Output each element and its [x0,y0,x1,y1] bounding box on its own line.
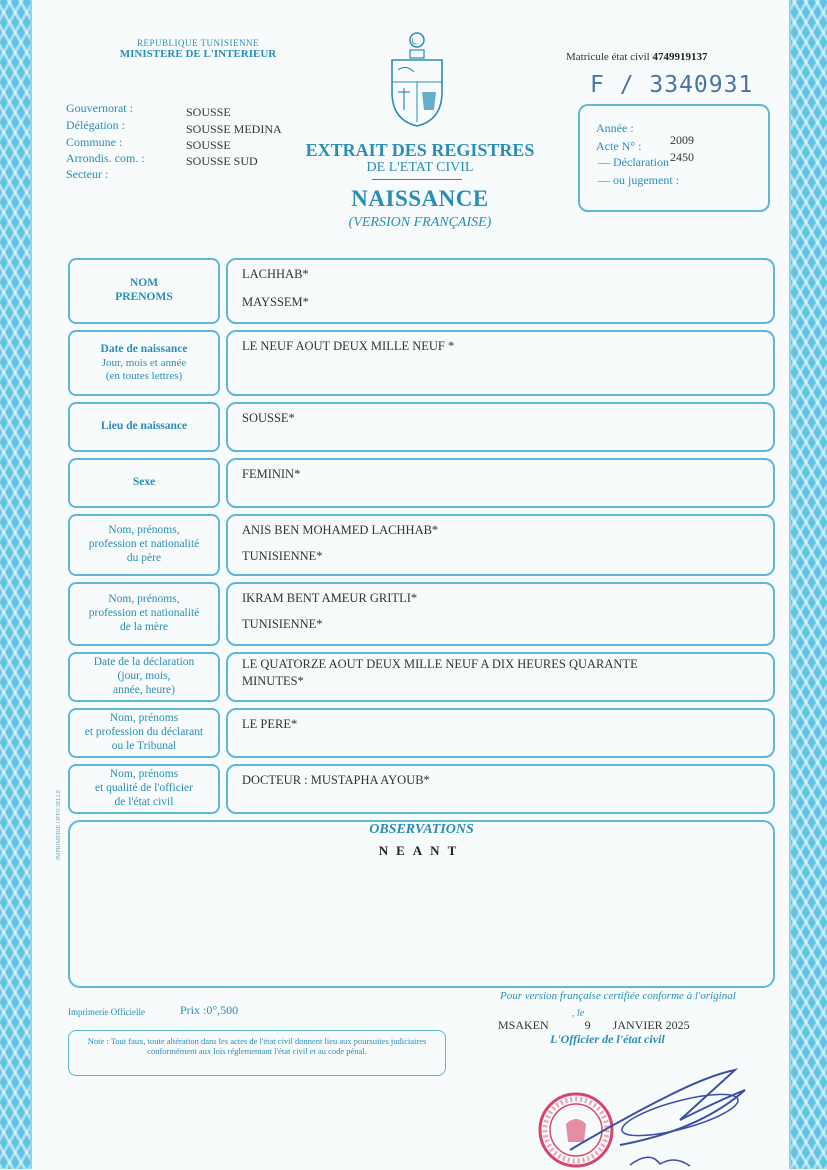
document-subtitle: DE L'ETAT CIVIL [366,160,474,175]
officier-label-2: et qualité de l'officier [95,782,193,795]
lieu-naissance-text: SOUSSE* [242,411,295,425]
annee-label: Année : [596,121,634,135]
officer-title: L'Officier de l'état civil [550,1032,665,1046]
sexe-value [226,458,775,508]
matricule-value: 4749919137 [652,51,708,63]
declarant-label [68,708,220,758]
declarant-label-1: Nom, prénoms [109,712,179,725]
issue-month-year: JANVIER 2025 [612,1018,690,1032]
mere-label [68,582,220,646]
le-label: , le [572,1008,585,1019]
observations-title: OBSERVATIONS [369,822,474,837]
declarant-value [226,708,775,758]
date-naissance-title: Date de naissance [100,342,188,355]
nom-label: NOM [129,277,159,290]
pere-label-3: du père [126,551,162,564]
officier-value [226,764,775,814]
officier-label [68,764,220,814]
date-declaration-label-3: année, heure) [113,683,175,696]
price-label: Prix :0°,500 [180,1003,239,1017]
gouvernorat-value: SOUSSE [186,105,231,119]
pere-label-1: Nom, prénoms, [108,524,180,537]
officier-text: DOCTEUR : MUSTAPHA AYOUB* [242,773,430,787]
acte-value: 2450 [670,150,694,164]
sexe-label [68,458,220,508]
pere-label-2: profession et nationalité [88,538,200,551]
officier-label-1: Nom, prénoms [109,768,179,781]
legal-note: Note : Tout faux, toute altération dans les actes de l'état civil donnent lieu aux poursuites judiciaires conformément aux lois réglementant l'état civil et au code pénal. [68,1030,446,1076]
declarant-label-3: ou le Tribunal [111,739,177,752]
date-naissance-sub2: (en toutes lettres) [105,369,183,382]
document-title: EXTRAIT DES REGISTRES [305,140,535,160]
annee-value: 2009 [670,133,694,147]
acte-label: Acte N° : [596,139,642,153]
pere-name: ANIS BEN MOHAMED LACHHAB* [242,523,439,537]
officier-label-3: de l'état civil [114,795,174,808]
mere-name: IKRAM BENT AMEUR GRITLI* [242,591,418,605]
matricule-line [566,51,707,63]
mere-nationality: TUNISIENNE* [242,617,323,631]
secteur-label: Secteur : [66,167,109,181]
issue-place-date [498,1018,690,1033]
delegation-label: Délégation : [66,118,125,132]
pere-value [226,514,775,576]
issuer-header [98,38,298,60]
date-naissance-sub1: Jour, mois et année [101,356,187,369]
act-type-title: NAISSANCE [351,186,489,211]
republic-name: REPUBLIQUE TUNISIENNE [136,38,260,48]
lieu-naissance-label [68,402,220,452]
certified-statement: Pour version française certifiée conforme à l'original [500,990,736,1002]
commune-value: SOUSSE [186,138,231,152]
declarant-label-2: et profession du déclarant [84,726,204,739]
officer-signature [560,1060,760,1169]
serial-number: F / 3340931 [590,72,754,98]
mere-label-2: profession et nationalité [88,607,200,620]
date-declaration-text-2: MINUTES* [242,674,304,688]
observations-value: NEANT [378,843,465,858]
gouvernorat-label: Gouvernorat : [66,101,133,115]
side-printer-mark: IMPRIMERIE OFFICIELLE [56,789,62,860]
pere-label [68,514,220,576]
date-declaration-label [68,652,220,702]
declarant-text: LE PERE* [242,717,298,731]
date-naissance-text: LE NEUF AOUT DEUX MILLE NEUF * [242,339,455,353]
prenoms-label: PRENOMS [115,291,173,303]
delegation-value: SOUSSE MEDINA [186,122,282,136]
ministry-name: MINISTERE DE L'INTERIEUR [119,48,277,60]
mere-label-3: de la mère [120,620,168,633]
commune-label: Commune : [66,135,123,149]
mere-label-1: Nom, prénoms, [108,593,180,606]
date-declaration-label-2: (jour, mois, [117,670,171,683]
sexe-title: Sexe [132,476,156,489]
decorative-border-right [785,0,827,1169]
date-declaration-text-1: LE QUATORZE AOUT DEUX MILLE NEUF A DIX HEURES QUARANTE [242,657,638,671]
arrondissement-value: SOUSSE SUD [186,154,258,168]
matricule-label: Matricule état civil [566,51,650,63]
version-label: (VERSION FRANÇAISE) [348,215,492,230]
title-divider [372,179,462,180]
nom-prenoms-value [226,258,775,324]
date-naissance-value [226,330,775,396]
nom-prenoms-label [68,258,220,324]
issue-place: MSAKEN [498,1018,549,1032]
mere-value [226,582,775,646]
prenoms-value: MAYSSEM* [242,295,309,309]
arrondissement-label: Arrondis. com. : [66,151,145,165]
nom-value: LACHHAB* [242,267,309,281]
imprimerie-label: Imprimerie Officielle [68,1007,146,1017]
declaration-label: — Déclaration [598,155,669,169]
jugement-label: — ou jugement : [598,173,679,187]
date-declaration-label-1: Date de la déclaration [93,656,195,669]
date-declaration-value [226,652,775,702]
coat-of-arms-emblem [386,30,448,130]
lieu-naissance-title: Lieu de naissance [100,420,188,433]
lieu-naissance-value [226,402,775,452]
issue-day: 9 [584,1018,591,1032]
date-naissance-label [68,330,220,396]
sexe-text: FEMININ* [242,467,301,481]
pere-nationality: TUNISIENNE* [242,549,323,563]
